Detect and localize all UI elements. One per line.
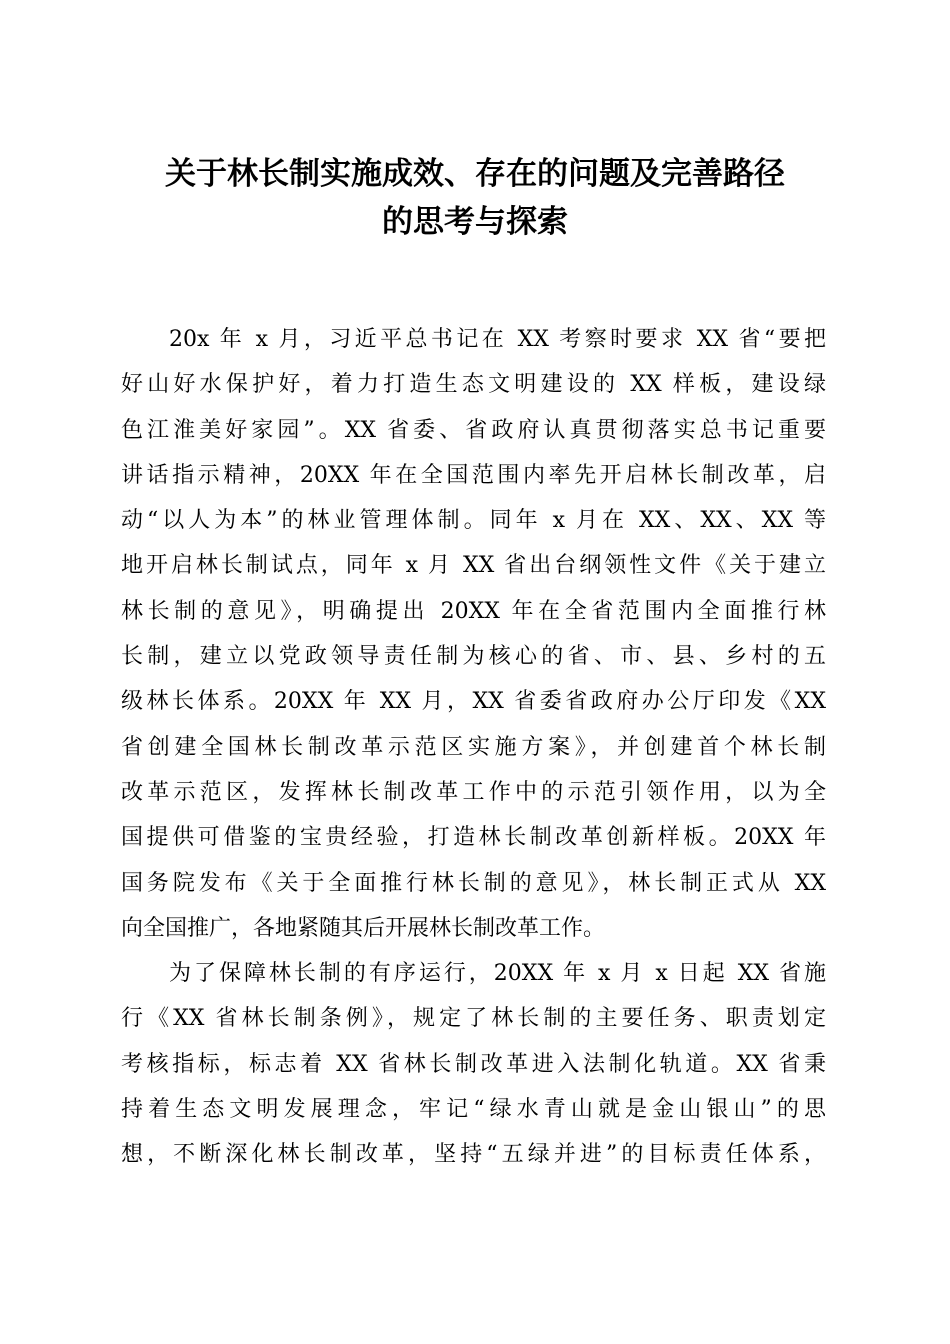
paragraph-line: 想，不断深化林长制改革，坚持“五绿并进”的目标责任体系， [121,1142,826,1168]
paragraph-line: 为了保障林长制的有序运行，20XX 年 x 月 x 日起 XX 省施 [169,961,826,987]
paragraph-line: 讲话指示精神，20XX 年在全国范围内率先开启林长制改革，启 [121,462,826,488]
paragraph-line: 林长制的意见》，明确提出 20XX 年在全省范围内全面推行林 [121,598,826,624]
paragraph-line: 考核指标，标志着 XX 省林长制改革进入法制化轨道。XX 省秉 [121,1051,826,1077]
paragraph-line: 好山好水保护好，着力打造生态文明建设的 XX 样板，建设绿 [121,372,826,398]
paragraph-1 [121,317,826,951]
paragraph-line: 动“以人为本”的林业管理体制。同年 x 月在 XX、XX、XX 等 [121,508,826,534]
document-title [110,150,840,246]
paragraph-line: 20x 年 x 月，习近平总书记在 XX 考察时要求 XX 省“要把 [169,327,826,352]
paragraph-line: 向全国推广，各地紧随其后开展林长制改革工作。 [121,915,606,941]
title-line: 关于林长制实施成效、存在的问题及完善路径 [165,156,785,192]
paragraph-line: 长制，建立以党政领导责任制为核心的省、市、县、乡村的五 [121,644,826,670]
paragraph-line: 色江淮美好家园”。XX 省委、省政府认真贯彻落实总书记重要 [121,417,826,443]
paragraph-2 [121,951,826,1177]
paragraph-line: 行《XX 省林长制条例》，规定了林长制的主要任务、职责划定 [121,1006,826,1032]
title-line: 的思考与探索 [382,204,568,240]
paragraph-line: 改革示范区，发挥林长制改革工作中的示范引领作用，以为全 [121,779,826,805]
document-body [121,317,826,1178]
paragraph-line: 国务院发布《关于全面推行林长制的意见》，林长制正式从 XX [121,870,826,896]
paragraph-line: 国提供可借鉴的宝贵经验，打造林长制改革创新样板。20XX 年 [121,825,826,851]
paragraph-line: 地开启林长制试点，同年 x 月 XX 省出台纲领性文件《关于建立 [121,553,826,579]
paragraph-line: 省创建全国林长制改革示范区实施方案》，并创建首个林长制 [121,734,826,760]
paragraph-line: 级林长体系。20XX 年 XX 月，XX 省委省政府办公厅印发《XX [121,689,826,715]
paragraph-line: 持着生态文明发展理念，牢记“绿水青山就是金山银山”的思 [121,1097,826,1123]
